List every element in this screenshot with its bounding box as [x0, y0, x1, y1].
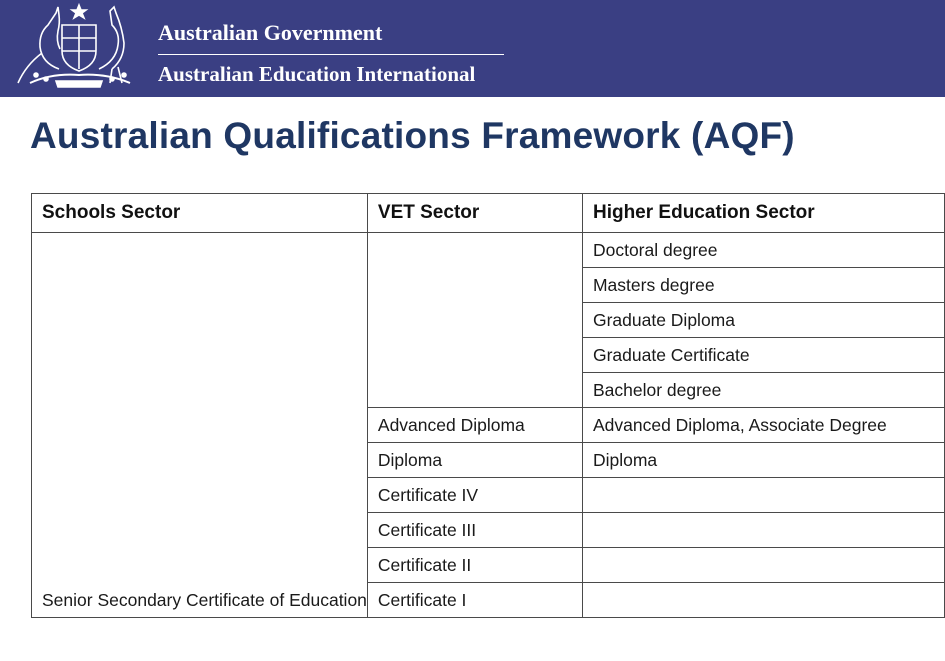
vet-cell-empty — [367, 233, 582, 408]
higher-ed-cell: Masters degree — [582, 268, 944, 303]
aqf-table — [31, 193, 945, 618]
higher-ed-cell: Graduate Certificate — [582, 338, 944, 373]
higher-ed-cell: Graduate Diploma — [582, 303, 944, 338]
column-header-vet: VET Sector — [367, 194, 582, 233]
header-banner — [0, 0, 945, 97]
vet-cell: Certificate III — [367, 513, 582, 548]
coat-of-arms-icon — [12, 3, 146, 91]
higher-ed-cell — [582, 513, 944, 548]
vet-cell: Certificate II — [367, 548, 582, 583]
vet-cell: Certificate IV — [367, 478, 582, 513]
schools-cell: Senior Secondary Certificate of Education — [32, 233, 368, 618]
vet-cell: Diploma — [367, 443, 582, 478]
table-header-row — [32, 194, 945, 233]
table-row — [32, 233, 945, 268]
page-title: Australian Qualifications Framework (AQF) — [30, 115, 795, 156]
vet-cell: Certificate I — [367, 583, 582, 618]
vet-cell: Advanced Diploma — [367, 408, 582, 443]
higher-ed-cell: Doctoral degree — [582, 233, 944, 268]
higher-ed-cell: Advanced Diploma, Associate Degree — [582, 408, 944, 443]
higher-ed-cell: Bachelor degree — [582, 373, 944, 408]
column-header-higher-education: Higher Education Sector — [582, 194, 944, 233]
higher-ed-cell — [582, 583, 944, 618]
column-header-schools: Schools Sector — [32, 194, 368, 233]
agency-name: Australian Education International — [158, 62, 476, 86]
government-name: Australian Government — [158, 20, 383, 45]
higher-ed-cell — [582, 548, 944, 583]
header-divider — [158, 54, 504, 55]
higher-ed-cell: Diploma — [582, 443, 944, 478]
higher-ed-cell — [582, 478, 944, 513]
